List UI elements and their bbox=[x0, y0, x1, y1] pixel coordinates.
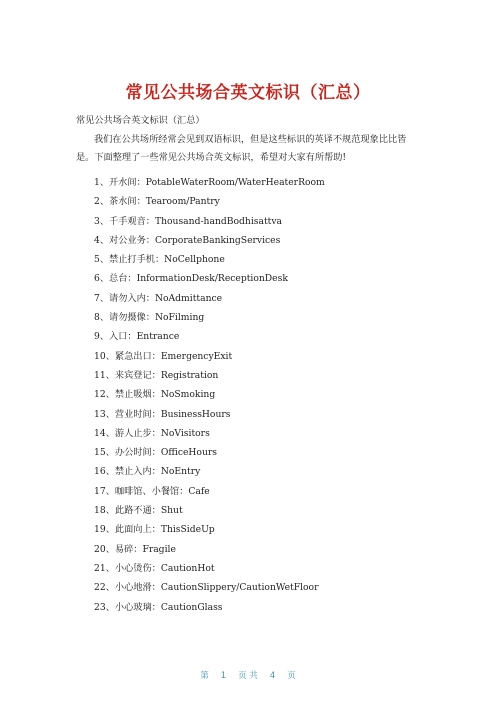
list-item: 10、紧急出口：EmergencyExit bbox=[94, 350, 233, 362]
list-item: 20、易碎：Fragile bbox=[94, 543, 176, 555]
list-item: 23、小心玻璃：CautionGlass bbox=[94, 601, 223, 613]
list-item: 2、茶水间：Tearoom/Pantry bbox=[94, 196, 220, 208]
intro-paragraph: 我们在公共场所经常会见到双语标识，但是这些标识的英译不规范现象比比皆是。下面整理了一些常见公共场合英文标识，希望对大家有所帮助! bbox=[76, 134, 407, 163]
list-item: 16、禁止入内：NoEntry bbox=[94, 466, 201, 478]
list-item: 17、咖啡馆、小餐馆：Cafe bbox=[94, 485, 210, 497]
list-item: 4、对公业务：CorporateBankingServices bbox=[94, 234, 281, 246]
list-item: 22、小心地滑：CautionSlippery/CautionWetFloor bbox=[94, 582, 319, 594]
list-item: 12、禁止吸烟：NoSmoking bbox=[94, 389, 216, 401]
page-footer bbox=[0, 669, 496, 681]
list-item: 8、请勿摄像：NoFilming bbox=[94, 312, 205, 324]
document-title: 常见公共场合英文标识（汇总） bbox=[125, 83, 371, 103]
footer-total-pages: 4 bbox=[269, 671, 276, 681]
list-item: 18、此路不通：Shut bbox=[94, 505, 183, 517]
footer-page-suffix: 页 bbox=[287, 671, 296, 681]
list-item: 14、游人止步：NoVisitors bbox=[94, 427, 210, 439]
list-item: 13、营业时间：BusinessHours bbox=[94, 408, 231, 420]
list-item: 7、请勿入内：NoAdmittance bbox=[94, 292, 223, 304]
sign-list bbox=[94, 173, 325, 617]
footer-total-label: 页 共 bbox=[238, 671, 258, 681]
list-item: 3、千手观音：Thousand-handBodhisattva bbox=[94, 215, 283, 227]
list-item: 5、禁止打手机：NoCellphone bbox=[94, 254, 225, 266]
list-item: 11、来宾登记：Registration bbox=[94, 369, 219, 381]
list-item: 21、小心烫伤：CautionHot bbox=[94, 562, 215, 574]
list-item: 9、入口：Entrance bbox=[94, 331, 180, 343]
footer-page-number: 1 bbox=[220, 671, 227, 681]
list-item: 15、办公时间：OfficeHours bbox=[94, 447, 217, 459]
list-item: 6、总台：InformationDesk/ReceptionDesk bbox=[94, 273, 288, 285]
list-item: 19、此面向上：ThisSideUp bbox=[94, 524, 215, 536]
document-subtitle: 常见公共场合英文标识（汇总） bbox=[76, 115, 205, 126]
footer-page-label: 第 bbox=[200, 671, 209, 681]
list-item: 1、开水间：PotableWaterRoom/WaterHeaterRoom bbox=[94, 177, 325, 188]
